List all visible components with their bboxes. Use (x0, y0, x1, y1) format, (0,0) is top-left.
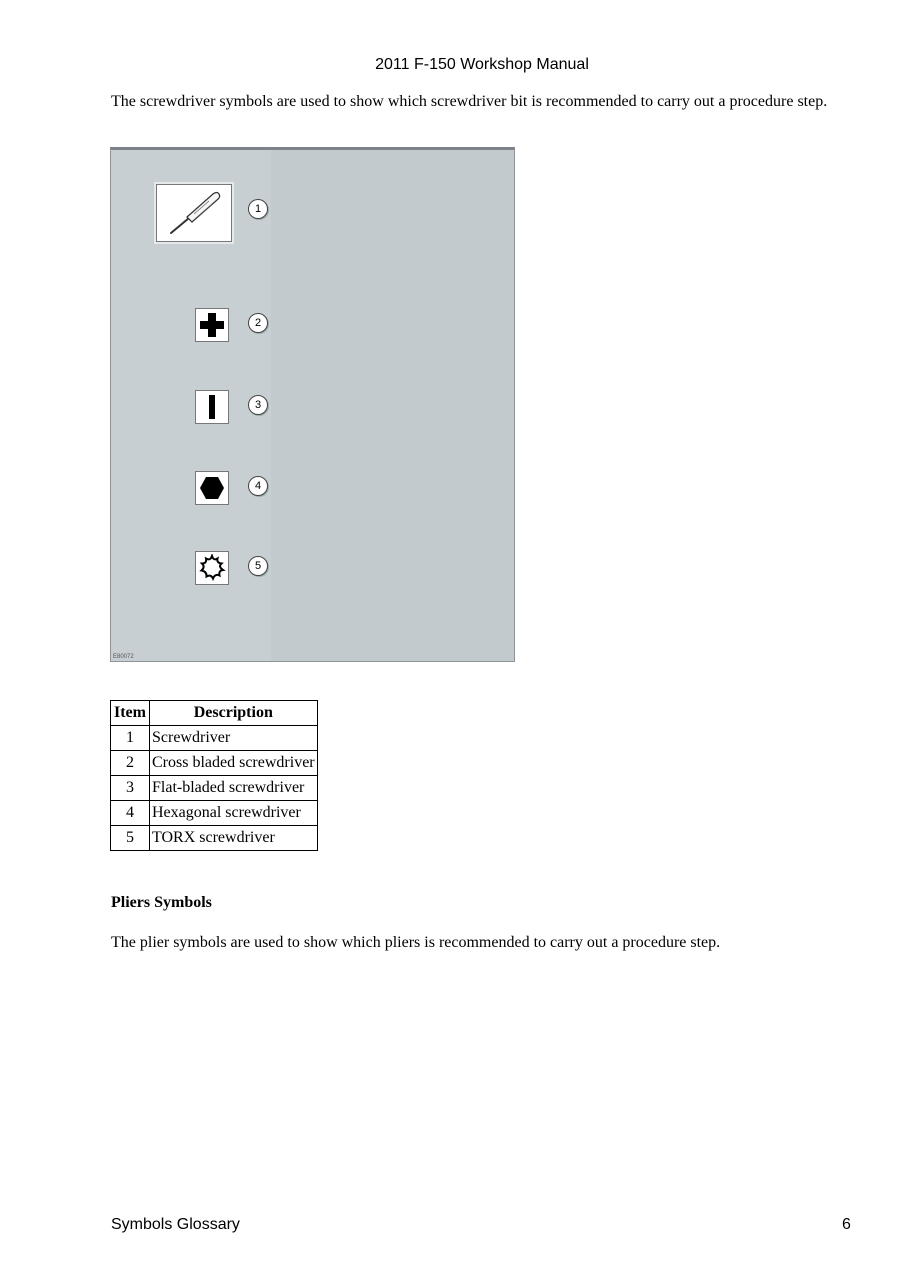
cross-blade-icon (195, 308, 229, 342)
item-number: 2 (111, 751, 150, 776)
item-description: Flat-bladed screwdriver (150, 776, 318, 801)
item-column-header: Item (111, 701, 150, 726)
table-row (111, 826, 318, 851)
table-row (111, 751, 318, 776)
pliers-heading: Pliers Symbols (111, 894, 212, 911)
pliers-paragraph: The plier symbols are used to show which pliers is recommended to carry out a procedure step. (111, 934, 721, 951)
screwdriver-icon (156, 184, 232, 242)
callout-1: 1 (248, 199, 268, 219)
item-number: 5 (111, 826, 150, 851)
hexagon-icon (195, 471, 229, 505)
callout-3: 3 (248, 395, 268, 415)
screwdriver-symbols-figure (110, 147, 515, 662)
item-number: 3 (111, 776, 150, 801)
flat-blade-icon (195, 390, 229, 424)
table-row (111, 776, 318, 801)
item-number: 4 (111, 801, 150, 826)
table-row (111, 801, 318, 826)
item-description: TORX screwdriver (150, 826, 318, 851)
item-description: Screwdriver (150, 726, 318, 751)
footer-section: Symbols Glossary (111, 1216, 240, 1233)
torx-icon (195, 551, 229, 585)
items-table (110, 700, 318, 851)
figure-code: E80072 (113, 654, 134, 660)
intro-paragraph: The screwdriver symbols are used to show which screwdriver bit is recommended to carry out a procedure step. (111, 93, 828, 110)
page-header: 2011 F-150 Workshop Manual (375, 56, 589, 73)
item-number: 1 (111, 726, 150, 751)
description-column-header: Description (150, 701, 318, 726)
item-description: Cross bladed screwdriver (150, 751, 318, 776)
table-header-row (111, 701, 318, 726)
table-row (111, 726, 318, 751)
callout-4: 4 (248, 476, 268, 496)
item-description: Hexagonal screwdriver (150, 801, 318, 826)
page-number: 6 (842, 1216, 851, 1233)
callout-5: 5 (248, 556, 268, 576)
callout-2: 2 (248, 313, 268, 333)
